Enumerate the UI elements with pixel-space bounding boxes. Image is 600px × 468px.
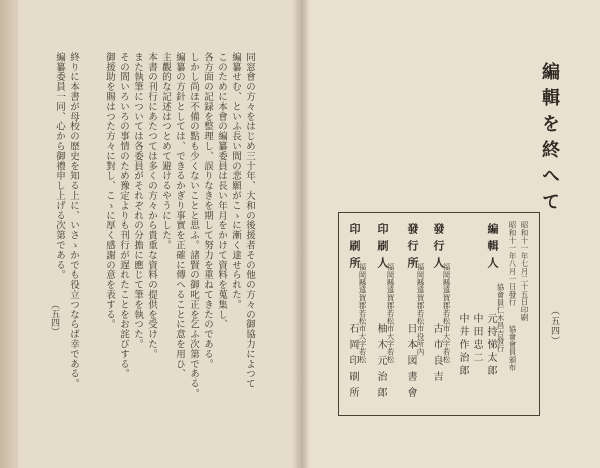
printshop-name: 石岡印刷所 bbox=[347, 323, 358, 403]
essay-paragraph: 主觀的な記述はつとめて避けるやうにした。 bbox=[160, 52, 171, 250]
office-label: 發行所 bbox=[406, 223, 419, 274]
essay-paragraph: 編纂の方針としては、できるかぎり事實を正確に傳へることに意を用ひ、 bbox=[174, 52, 185, 379]
page-number: （五四） bbox=[549, 306, 559, 346]
essay-paragraph: しかし尚ほ不備の點も少くないことと思ふ。諸賢の御叱正を乞ふ次第である。 bbox=[188, 52, 199, 399]
essay-paragraph: 編纂委員一同、心から御禮申し上げる次第である。 bbox=[54, 52, 65, 280]
editor-address: 協會員仁木昌吉發行 bbox=[496, 283, 505, 353]
page-edge-left bbox=[0, 0, 18, 468]
publisher-address: 福岡縣遠賀郡若松市大字若松 bbox=[442, 263, 451, 364]
printer-name: 柚木元治郎 bbox=[375, 323, 386, 403]
editor-name: 元持悌太郎 bbox=[485, 313, 496, 378]
non-sale-note: 協會會員頒布 bbox=[508, 325, 517, 372]
essay-paragraph: 編纂せむ、といふ長い間の悲願がこゝに漸く達せられた。 bbox=[230, 52, 241, 310]
essay-paragraph: 終りに本書が母校の歴史を知る上に、いさゝかでも役立つならば幸である。 bbox=[68, 52, 79, 389]
essay-paragraph: このために本會の編纂委員は長い年月をかけて資料を蒐集し、 bbox=[216, 52, 227, 330]
colophon-box bbox=[338, 212, 540, 416]
essay-paragraph: 同窓會の方々をはじめ三十年、大和の後援者その他の方々の御協力によつて bbox=[244, 52, 255, 389]
office-address: 福岡縣遠賀郡若松市役所内 bbox=[416, 263, 425, 356]
print-date: 昭和十一年七月二十五日印刷 bbox=[520, 221, 529, 322]
publisher-label: 發行人 bbox=[432, 223, 445, 274]
editor-label: 編輯人 bbox=[486, 223, 499, 274]
office-name: 日本図書會 bbox=[405, 323, 416, 403]
editor-name: 中田忠二 bbox=[471, 313, 482, 365]
essay-paragraph: また執筆については各委員がそれぞれの分擔に應じて筆を執つた。 bbox=[132, 52, 143, 349]
printer-address: 福岡縣遠賀郡若松市大字若松 bbox=[386, 263, 395, 364]
essay-title: 編輯を終へて bbox=[539, 62, 560, 218]
publish-date: 昭和十一年八月一日發行 bbox=[508, 221, 517, 306]
printshop-label: 印刷所 bbox=[348, 223, 361, 274]
essay-paragraph: その間いろいろの事情のため豫定よりも刊行が遅れたことをお詫びする。 bbox=[118, 52, 129, 379]
printer-label: 印刷人 bbox=[376, 223, 389, 274]
printshop-address: 福岡縣遠賀郡若松市大字若松 bbox=[358, 263, 367, 364]
publisher-name: 古市良吉 bbox=[431, 323, 442, 387]
book-gutter bbox=[292, 0, 310, 468]
editor-name: 中井作治郎 bbox=[457, 313, 468, 378]
essay-paragraph: 御援助を賜はつた方々に對し、こゝに厚く感謝の意を表する。 bbox=[104, 52, 115, 330]
essay-paragraph: 各方面の記録を整理し、誤りなきを期して努力を重ねてきたのである。 bbox=[202, 52, 213, 369]
essay-paragraph: 本書の刊行にあたつては多くの方々から貴重な資料の提供を受けた。 bbox=[146, 52, 157, 359]
essay-signature: （五四） bbox=[49, 300, 59, 336]
